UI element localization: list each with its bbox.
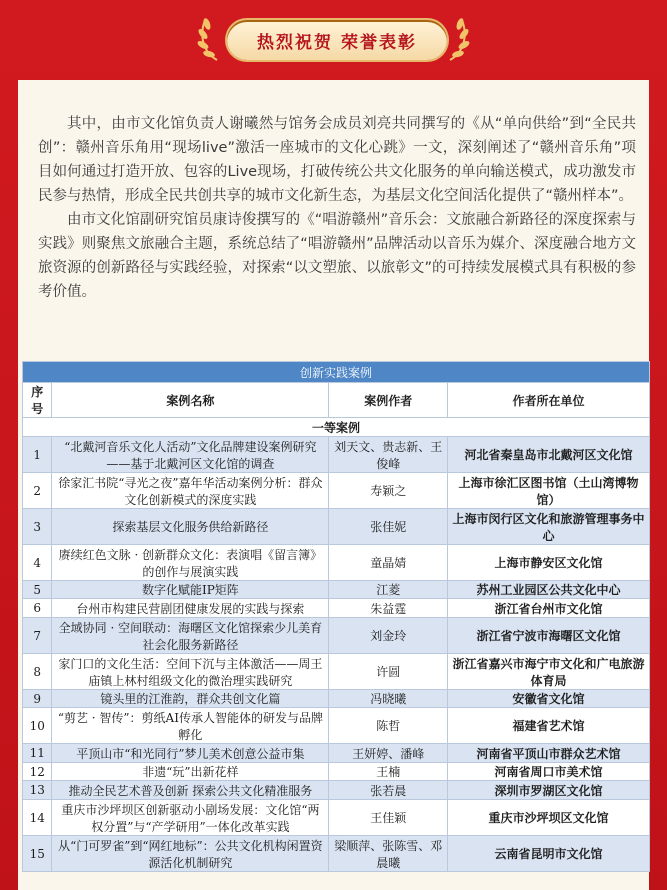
table-row: [23, 800, 650, 836]
table-row: [23, 744, 650, 763]
article-body: [38, 112, 636, 304]
cell-title: 台州市构建民营剧团健康发展的实践与探索: [52, 599, 329, 618]
table-row: [23, 654, 650, 690]
cell-no: 11: [23, 744, 52, 763]
table-row: [23, 509, 650, 545]
cell-author: 江菱: [329, 581, 448, 599]
cell-author: 朱益霆: [329, 599, 448, 618]
cell-title: 探索基层文化服务供给新路径: [52, 509, 329, 545]
cell-no: 13: [23, 781, 52, 800]
cell-unit: 上海市闵行区文化和旅游管理事务中心: [448, 509, 650, 545]
cell-no: 2: [23, 473, 52, 509]
table-row: [23, 473, 650, 509]
cell-author: 寿颖之: [329, 473, 448, 509]
table-row: [23, 781, 650, 800]
cell-author: 陈哲: [329, 708, 448, 744]
cell-unit: 浙江省宁波市海曙区文化馆: [448, 618, 650, 654]
cell-unit: 河北省秦皇岛市北戴河区文化馆: [448, 437, 650, 473]
cell-author: 童晶婧: [329, 545, 448, 581]
cell-title: “剪艺 · 智传”：剪纸AI传承人智能体的研发与品牌孵化: [52, 708, 329, 744]
cell-unit: 苏州工业园区公共文化中心: [448, 581, 650, 599]
cell-unit: 安徽省文化馆: [448, 690, 650, 708]
column-header: 序号: [23, 383, 52, 418]
cell-no: 10: [23, 708, 52, 744]
cell-author: 张若晨: [329, 781, 448, 800]
cell-no: 5: [23, 581, 52, 599]
laurel-left-icon: [195, 14, 225, 62]
cases-table: [22, 361, 650, 872]
cell-no: 3: [23, 509, 52, 545]
cell-no: 8: [23, 654, 52, 690]
cell-unit: 重庆市沙坪坝区文化馆: [448, 800, 650, 836]
paragraph-2: 由市文化馆副研究馆员康诗俊撰写的《“唱游赣州”音乐会：文旅融合新路径的深度探索与实践》则聚焦文旅融合主题，系统总结了“唱游赣州”品牌活动以音乐为媒介、深度融合地方文旅资源的创新路径与实践经验，对探索“以文塑旅、以旅彰文”的可持续发展模式具有积极的参考价值。: [38, 212, 636, 300]
cell-author: 王佳颖: [329, 800, 448, 836]
cell-unit: 浙江省嘉兴市海宁市文化和广电旅游体育局: [448, 654, 650, 690]
cell-author: 张佳妮: [329, 509, 448, 545]
table-row: [23, 581, 650, 599]
column-header: 案例名称: [52, 383, 329, 418]
cell-title: 徐家汇书院“寻光之夜”嘉年华活动案例分析：群众文化创新模式的深度实践: [52, 473, 329, 509]
cell-author: 冯晓曦: [329, 690, 448, 708]
cell-title: 重庆市沙坪坝区创新驱动小剧场发展：文化馆“两权分置”与“产学研用”一体化改革实践: [52, 800, 329, 836]
table-row: [23, 437, 650, 473]
cell-no: 7: [23, 618, 52, 654]
cell-author: 许圆: [329, 654, 448, 690]
table-row: [23, 618, 650, 654]
cell-no: 1: [23, 437, 52, 473]
cell-author: 王妍婷、潘峰: [329, 744, 448, 763]
laurel-right-icon: [442, 14, 472, 62]
cell-title: 数字化赋能IP矩阵: [52, 581, 329, 599]
cell-unit: 河南省周口市美术馆: [448, 763, 650, 781]
column-header: 案例作者: [329, 383, 448, 418]
cell-author: 刘天文、贵志新、王俊峰: [329, 437, 448, 473]
cell-author: 梁顺萍、张陈雪、邓晨曦: [329, 836, 448, 872]
paragraph-1: 其中，由市文化馆负责人谢曦然与馆务会成员刘亮共同撰写的《从“单向供给”到“全民共创”：赣州音乐角用“现场live”激活一座城市的文化心跳》一文，深刻阐述了“赣州音乐角”项目如何通过打造开放、包容的Live现场，打破传统公共文化服务的单向输送模式，成功激发市民参与热情，形成全民共创共享的城市文化新生态，为基层文化空间活化提供了“赣州样本”。: [38, 116, 636, 204]
cell-title: 全域协同 · 空间联动：海曙区文化馆探索少儿美育社会化服务新路径: [52, 618, 329, 654]
column-header: 作者所在单位: [448, 383, 650, 418]
cell-unit: 河南省平顶山市群众艺术馆: [448, 744, 650, 763]
table-row: [23, 708, 650, 744]
cell-no: 4: [23, 545, 52, 581]
cell-unit: 上海市静安区文化馆: [448, 545, 650, 581]
table-row: [23, 763, 650, 781]
cell-unit: 浙江省台州市文化馆: [448, 599, 650, 618]
cell-title: 从“门可罗雀”到“网红地标”：公共文化机构闲置资源活化机制研究: [52, 836, 329, 872]
table-row: [23, 836, 650, 872]
cell-unit: 上海市徐汇区图书馆（土山湾博物馆）: [448, 473, 650, 509]
section-label: 一等案例: [23, 418, 650, 437]
cell-no: 9: [23, 690, 52, 708]
cell-title: “北戴河音乐文化人活动”文化品牌建设案例研究——基于北戴河区文化馆的调查: [52, 437, 329, 473]
cell-author: 王楠: [329, 763, 448, 781]
table-title: 创新实践案例: [23, 362, 650, 383]
table-row: [23, 599, 650, 618]
cell-author: 刘金玲: [329, 618, 448, 654]
cell-title: 镜头里的江淮韵，群众共创文化篇: [52, 690, 329, 708]
cell-unit: 深圳市罗湖区文化馆: [448, 781, 650, 800]
cell-no: 12: [23, 763, 52, 781]
cell-no: 15: [23, 836, 52, 872]
cell-unit: 云南省昆明市文化馆: [448, 836, 650, 872]
banner-title: 热烈祝贺 荣誉表彰: [227, 20, 447, 60]
cell-title: 平顶山市“和光同行”梦儿美术创意公益市集: [52, 744, 329, 763]
cell-no: 14: [23, 800, 52, 836]
cell-title: 赓续红色文脉 · 创新群众文化：表演唱《留言簿》的创作与展演实践: [52, 545, 329, 581]
table-row: [23, 545, 650, 581]
cell-title: 推动全民艺术普及创新 探索公共文化精准服务: [52, 781, 329, 800]
table-row: [23, 690, 650, 708]
cell-no: 6: [23, 599, 52, 618]
cell-title: 家门口的文化生活：空间下沉与主体激活——周王庙镇上林村组级文化的微治理实践研究: [52, 654, 329, 690]
cell-unit: 福建省艺术馆: [448, 708, 650, 744]
cell-title: 非遗“玩”出新花样: [52, 763, 329, 781]
